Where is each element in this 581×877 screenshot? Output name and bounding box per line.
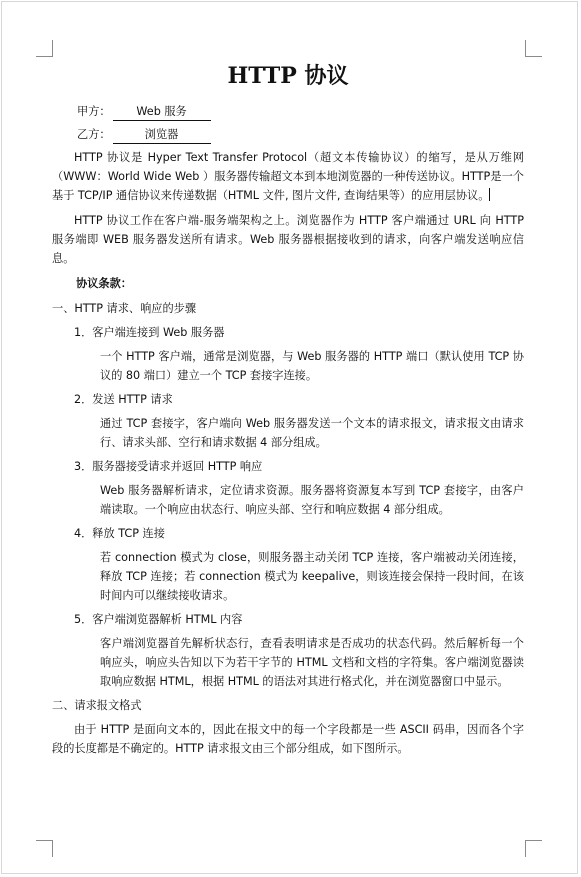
step-body-parse-html: 客户端浏览器首先解析状态行，查看表明请求是否成功的状态代码。然后解析每一个响应头，响应头告知以下为若干字节的 HTML 文档和文档的字符集。客户端浏览器读取响应数据 HTML，根据 HTML 的语法对其进行格式化，并在浏览器窗口中显示。 xyxy=(100,637,524,688)
section-heading-request-response: 一、HTTP 请求、响应的步骤 xyxy=(52,302,197,315)
step-heading-connect: 1．客户端连接到 Web 服务器 xyxy=(74,326,225,339)
section-heading-request-format: 二、请求报文格式 xyxy=(52,699,142,712)
party-a-line xyxy=(52,100,524,123)
crop-mark-top-right xyxy=(525,40,542,57)
clauses-label: 协议条款： xyxy=(76,277,132,290)
architecture-paragraph: HTTP 协议工作在客户端-服务端架构之上。浏览器作为 HTTP 客户端通过 URL 向 HTTP 服务端即 WEB 服务器发送所有请求。Web 服务器根据接收到的请求，向客户端发送响应信息。 xyxy=(52,214,524,265)
step-heading-release-tcp: 4．释放 TCP 连接 xyxy=(74,527,165,540)
step-body-server-response: Web 服务器解析请求，定位请求资源。服务器将资源复本写到 TCP 套接字，由客户端读取。一个响应由状态行、响应头部、空行和响应数据 4 部分组成。 xyxy=(100,484,524,516)
step-heading-parse-html: 5．客户端浏览器解析 HTML 内容 xyxy=(74,613,243,626)
document-title: HTTP 协议 xyxy=(227,63,349,89)
document-body[interactable] xyxy=(52,60,524,764)
step-heading-send-request: 2．发送 HTTP 请求 xyxy=(74,393,173,406)
party-b-label: 乙方： xyxy=(77,128,111,141)
party-a-value: Web 服务 xyxy=(113,104,211,121)
party-b-value: 浏览器 xyxy=(113,127,211,144)
crop-mark-bottom-right xyxy=(525,840,542,857)
step-body-release-tcp: 若 connection 模式为 close，则服务器主动关闭 TCP 连接，客户端被动关闭连接，释放 TCP 连接；若 connection 模式为 keepalive，则该连接会保持一段时间，在该时间内可以继续接收请求。 xyxy=(100,551,524,602)
step-body-connect: 一个 HTTP 客户端，通常是浏览器，与 Web 服务器的 HTTP 端口（默认使用 TCP 协议的 80 端口）建立一个 TCP 套接字连接。 xyxy=(100,350,524,382)
intro-paragraph xyxy=(52,148,524,205)
request-format-paragraph: 由于 HTTP 是面向文本的，因此在报文中的每一个字段都是一些 ASCII 码串，因而各个字段的长度都是不确定的。HTTP 请求报文由三个部分组成，如下图所示。 xyxy=(52,723,524,755)
party-a-label: 甲方： xyxy=(77,105,111,118)
step-heading-server-response: 3．服务器接受请求并返回 HTTP 响应 xyxy=(74,460,263,473)
text-cursor xyxy=(489,188,490,201)
intro-paragraph-text: HTTP 协议是 Hyper Text Transfer Protocol（超文本传输协议）的缩写，是从万维网（WWW：World Wide Web ）服务器传输超文本到本地浏览器的一种传送协议。HTTP是一个基于 TCP/IP 通信协议来传递数据（HTML 文件, 图片文件, 查询结果等）的应用层协议。 xyxy=(52,151,524,202)
crop-mark-top-left xyxy=(36,40,53,57)
crop-mark-bottom-left xyxy=(36,840,53,857)
step-body-send-request: 通过 TCP 套接字，客户端向 Web 服务器发送一个文本的请求报文，请求报文由请求行、请求头部、空行和请求数据 4 部分组成。 xyxy=(100,417,524,449)
party-b-line xyxy=(52,123,524,146)
